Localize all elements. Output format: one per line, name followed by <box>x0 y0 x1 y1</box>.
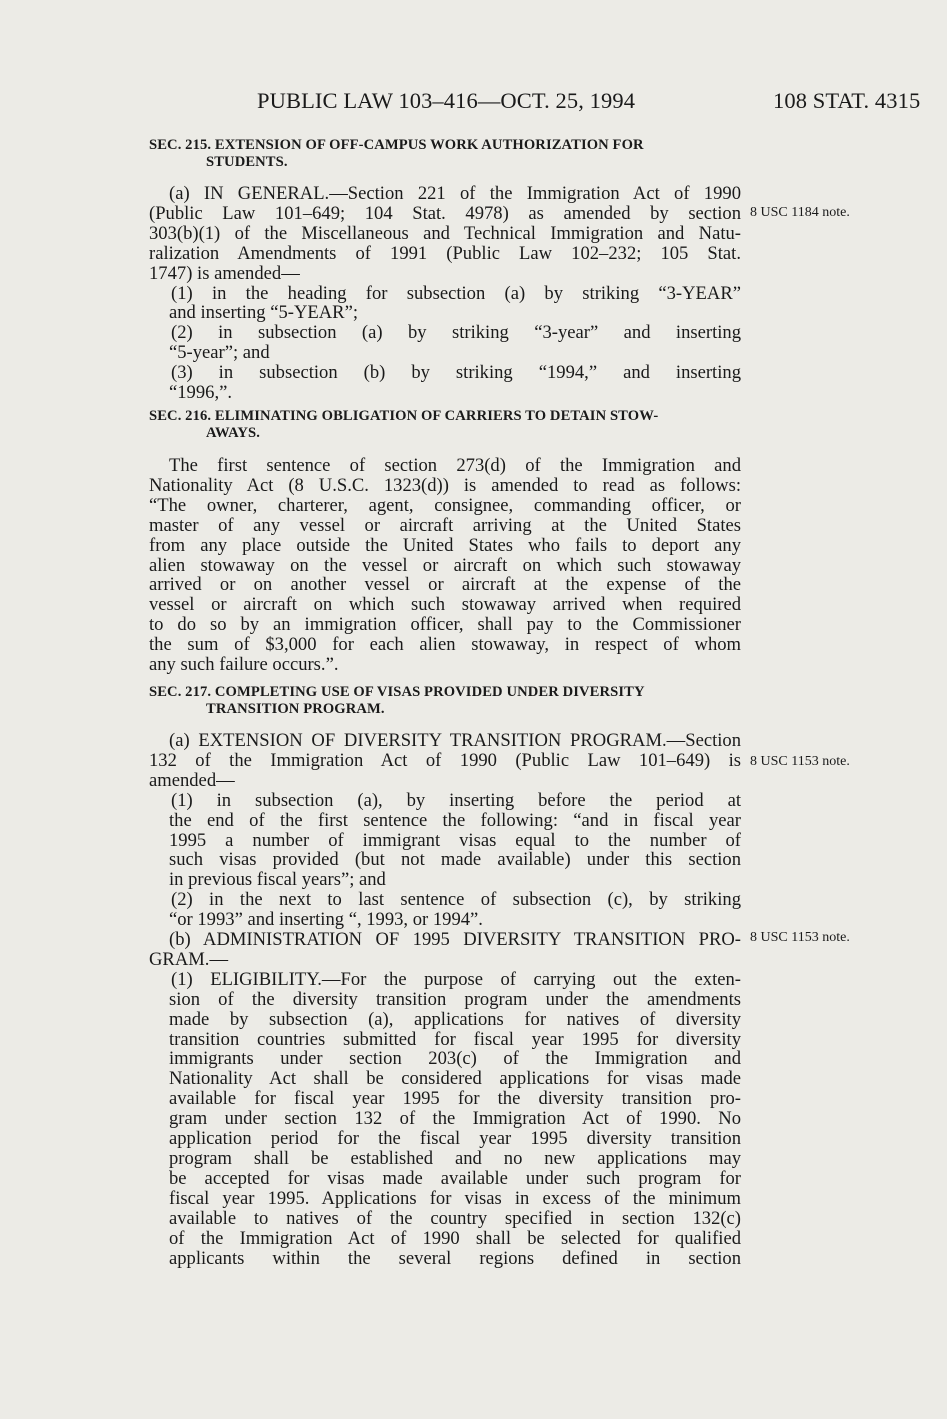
paragraph-line: and inserting “5-YEAR”; <box>169 302 358 324</box>
paragraph-line: in previous fiscal years”; and <box>169 869 386 891</box>
paragraph-line: gram under section 132 of the Immigration Act of 1990. No <box>169 1108 741 1130</box>
paragraph-line: (a) EXTENSION OF DIVERSITY TRANSITION PROGRAM.—Section <box>169 730 741 751</box>
paragraph-line: from any place outside the United States who fails to deport any <box>149 534 741 556</box>
paragraph-line: available for fiscal year 1995 for the diversity transition pro- <box>169 1088 741 1110</box>
page-header-stat: 108 STAT. 4315 <box>773 88 921 113</box>
paragraph-line: (1) ELIGIBILITY.—For the purpose of carrying out the exten- <box>171 968 741 990</box>
paragraph-line: be accepted for visas made available under such program for <box>169 1167 741 1189</box>
paragraph-line: immigrants under section 203(c) of the Immigration and <box>169 1048 741 1070</box>
paragraph-line: Nationality Act (8 U.S.C. 1323(d)) is amended to read as follows: <box>149 474 741 496</box>
paragraph-line: vessel or aircraft on which such stowaway arrived when required <box>149 594 741 616</box>
section-217-subsection-b <box>149 930 741 1268</box>
paragraph-line: Nationality Act shall be considered applications for visas made <box>169 1068 741 1090</box>
paragraph-line: 132 of the Immigration Act of 1990 (Public Law 101–649) is <box>149 749 741 771</box>
paragraph-line: (a) IN GENERAL.—Section 221 of the Immigration Act of 1990 <box>169 183 741 204</box>
paragraph-line: “1996,”. <box>169 382 232 404</box>
page-header-title: PUBLIC LAW 103–416—OCT. 25, 1994 <box>257 88 636 113</box>
paragraph-line: the sum of $3,000 for each alien stowaway, in respect of whom <box>149 634 741 656</box>
section-216-heading: SEC. 216. ELIMINATING OBLIGATION OF CARRIERS TO DETAIN STOW- AWAYS. <box>149 408 659 441</box>
section-215-heading: SEC. 215. EXTENSION OF OFF-CAMPUS WORK AUTHORIZATION FOR STUDENTS. <box>149 137 644 170</box>
paragraph-line: transition countries submitted for fiscal year 1995 for diversity <box>169 1028 741 1050</box>
paragraph-line: (1) in subsection (a), by inserting before the period at <box>171 789 741 811</box>
paragraph-line: amended— <box>149 769 235 791</box>
paragraph-line: “5-year”; and <box>169 342 270 364</box>
paragraph-line: (Public Law 101–649; 104 Stat. 4978) as amended by section <box>149 202 741 224</box>
paragraph-line: (2) in the next to last sentence of subsection (c), by striking <box>171 889 741 911</box>
paragraph-line: any such failure occurs.”. <box>149 654 339 676</box>
section-217-heading: SEC. 217. COMPLETING USE OF VISAS PROVIDED UNDER DIVERSITY TRANSITION PROGRAM. <box>149 684 645 717</box>
section-215 <box>149 137 741 171</box>
section-217-subsection-a <box>149 731 741 930</box>
paragraph-line: applicants within the several regions defined in section <box>169 1247 741 1269</box>
paragraph-line: (b) ADMINISTRATION OF 1995 DIVERSITY TRANSITION PRO- <box>169 929 741 950</box>
paragraph-line: sion of the diversity transition program under the amendments <box>169 988 741 1010</box>
paragraph-line: 303(b)(1) of the Miscellaneous and Technical Immigration and Natu- <box>149 222 741 244</box>
paragraph-line: of the Immigration Act of 1990 shall be selected for qualified <box>169 1227 741 1249</box>
paragraph-line: The first sentence of section 273(d) of the Immigration and <box>169 455 741 476</box>
margin-note-usc: 8 USC 1184 note. <box>750 205 850 220</box>
paragraph-line: application period for the fiscal year 1995 diversity transition <box>169 1128 741 1150</box>
paragraph-line: arrived or on another vessel or aircraft at the expense of the <box>149 574 741 596</box>
paragraph-line: ralization Amendments of 1991 (Public Law 102–232; 105 Stat. <box>149 242 741 264</box>
paragraph-line: (1) in the heading for subsection (a) by striking “3-YEAR” <box>171 282 741 304</box>
section-216 <box>149 408 741 442</box>
paragraph-line: “The owner, charterer, agent, consignee, commanding officer, or <box>149 494 741 516</box>
section-216-body <box>149 456 741 675</box>
paragraph-line: alien stowaway on the vessel or aircraft on which such stowaway <box>149 554 741 576</box>
paragraph-line: GRAM.— <box>149 948 229 970</box>
paragraph-line: the end of the first sentence the following: “and in fiscal year <box>169 809 741 831</box>
paragraph-line: 1747) is amended— <box>149 262 300 284</box>
paragraph-line: (3) in subsection (b) by striking “1994,” and inserting <box>171 362 741 384</box>
margin-note-usc: 8 USC 1153 note. <box>750 754 850 769</box>
section-215-body <box>149 184 741 403</box>
paragraph-line: program shall be established and no new applications may <box>169 1147 741 1169</box>
paragraph-line: available to natives of the country specified in section 132(c) <box>169 1207 741 1229</box>
paragraph-line: 1995 a number of immigrant visas equal to the number of <box>169 829 741 851</box>
paragraph-line: such visas provided (but not made available) under this section <box>169 849 741 871</box>
paragraph-line: “or 1993” and inserting “, 1993, or 1994”. <box>169 909 483 931</box>
paragraph-line: fiscal year 1995. Applications for visas in excess of the minimum <box>169 1187 741 1209</box>
paragraph-line: master of any vessel or aircraft arriving at the United States <box>149 514 741 536</box>
paragraph-line: made by subsection (a), applications for natives of diversity <box>169 1008 741 1030</box>
paragraph-line: (2) in subsection (a) by striking “3-year” and inserting <box>171 322 741 344</box>
paragraph-line: to do so by an immigration officer, shall pay to the Commissioner <box>149 614 741 636</box>
section-217 <box>149 684 741 718</box>
margin-note-usc: 8 USC 1153 note. <box>750 930 850 945</box>
